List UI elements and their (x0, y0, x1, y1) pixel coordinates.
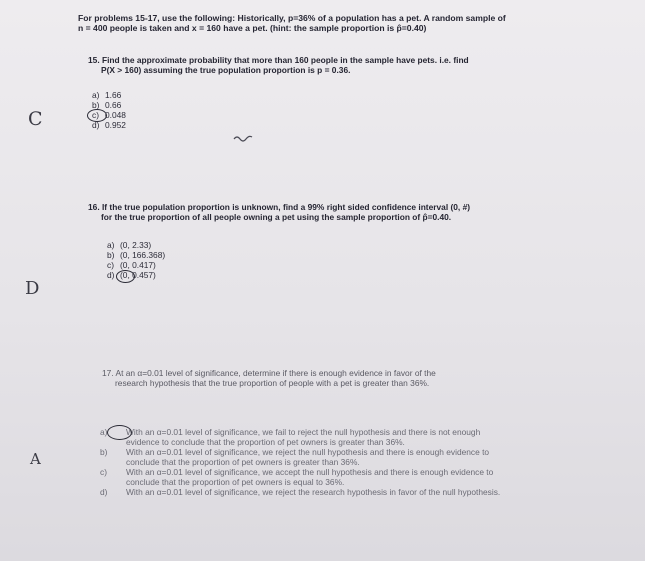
intro-line-1: For problems 15-17, use the following: Historically, p=36% of a population has a pet. A random sample of (78, 13, 506, 23)
q15-option-c: c) 0.048 (92, 110, 126, 120)
q15-option-a: a) 1.66 (92, 90, 122, 100)
q16-option-b: b) (0, 166.368) (107, 250, 166, 260)
q17-line-1: 17. At an α=0.01 level of significance, determine if there is enough evidence in favor of the (102, 368, 436, 378)
q15-handwritten-answer: C (28, 108, 43, 130)
q16-answer-circle (116, 270, 135, 283)
q17-options (100, 427, 513, 497)
q15-line-1: 15. Find the approximate probability that more than 160 people in the sample have pets. i.e. find (88, 55, 469, 65)
question-17 (102, 368, 572, 388)
q15-answer-circle (87, 109, 107, 122)
intro-line-2: n = 400 people is taken and x = 160 have a pet. (hint: the sample proportion is p̂=0.40) (78, 23, 427, 33)
q16-line-1: 16. If the true population proportion is unknown, find a 99% right sided confidence interval (0, #) (88, 202, 471, 212)
q16-line-2: for the true proportion of all people owning a pet using the sample proportion of p̂=0.40. (101, 212, 452, 222)
q15-option-b: b) 0.66 (92, 100, 122, 110)
q15-line-2: P(X > 160) assuming the true population proportion is p = 0.36. (101, 65, 351, 75)
q17-option-d: d) With an α=0.01 level of significance, we reject the research hypothesis in favor of the null hypothesis. (100, 487, 501, 497)
q17-answer-circle (107, 425, 132, 440)
q17-option-c: c) With an α=0.01 level of significance, we accept the null hypothesis and there is enough evidence to conclude that the proportion of pet owners is equal to 36%. (100, 467, 494, 487)
q17-option-a: a) With an α=0.01 level of significance, we fail to reject the null hypothesis and there is not enough evidence to conclude that the proportion of pet owners is greater than 36%. (100, 427, 481, 447)
q17-handwritten-answer: A (30, 450, 41, 468)
question-15 (88, 55, 568, 75)
problem-intro (78, 13, 578, 33)
q17-option-b: b) With an α=0.01 level of significance, we reject the null hypothesis and there is enough evidence to conclude that the proportion of pet owners is greater than 36%. (100, 447, 490, 467)
q15-option-d: d) 0.952 (92, 120, 126, 130)
q16-option-c: c) (0, 0.417) (107, 260, 156, 270)
question-16 (88, 202, 568, 222)
q16-option-a: a) (0, 2.33) (107, 240, 152, 250)
q16-handwritten-answer: D (25, 278, 40, 299)
q17-line-2: research hypothesis that the true proportion of people with a pet is greater than 36%. (115, 378, 430, 388)
q16-option-d: d) (0, 0.457) (107, 270, 156, 280)
scribble-mark (233, 133, 255, 143)
